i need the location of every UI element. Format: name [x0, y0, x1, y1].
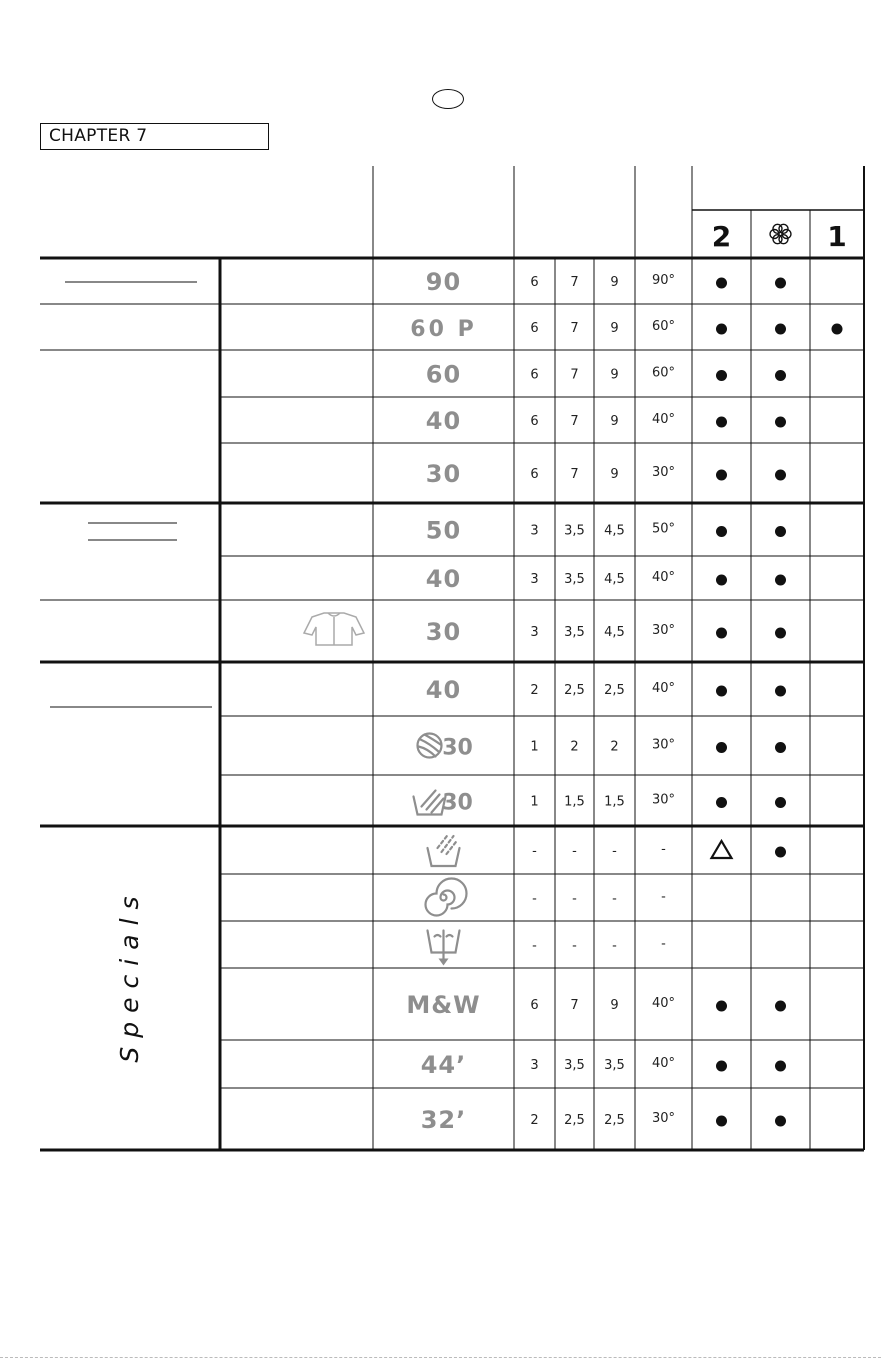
load-value: 6: [530, 275, 539, 290]
compartment-dot: [716, 1001, 727, 1012]
load-value: 9: [610, 998, 619, 1013]
wool-icon: [418, 734, 442, 758]
compartment-dot: [716, 742, 727, 753]
compartment-dot: [775, 417, 786, 428]
load-value: 3,5: [604, 1058, 625, 1073]
compartment-dot: [775, 1116, 786, 1127]
load-value: 2,5: [564, 1113, 585, 1128]
temperature-value: -: [661, 889, 666, 905]
load-value: 2,5: [604, 1113, 625, 1128]
load-value: 1: [530, 739, 539, 755]
compartment-dot: [716, 1061, 727, 1072]
temperature-value: 30°: [651, 465, 676, 480]
shirt-detail: [328, 613, 340, 645]
compartment-dot: [775, 526, 786, 537]
temperature-value: 40°: [651, 996, 676, 1011]
drain-arrow: [439, 959, 449, 966]
load-value: 6: [530, 321, 539, 336]
temperature-value: 40°: [651, 412, 676, 427]
program-number: 30: [425, 618, 462, 646]
shower-spray: [438, 834, 458, 854]
load-value: 6: [530, 998, 539, 1013]
compartment-dot: [716, 575, 727, 586]
program-number: 40: [425, 565, 462, 593]
load-value: 7: [570, 414, 579, 429]
drain-icon: [428, 931, 460, 966]
compartment-dot: [716, 686, 727, 697]
load-value: 3: [530, 625, 539, 640]
temperature-value: 30°: [651, 623, 676, 638]
load-value: 3: [530, 572, 539, 587]
compartment-dot: [775, 628, 786, 639]
program-number: 40: [425, 407, 462, 435]
temperature-value: 60°: [651, 319, 676, 334]
load-value: 6: [530, 367, 539, 383]
compartment-dot: [775, 1001, 786, 1012]
program-number: 40: [425, 676, 462, 704]
load-value: -: [572, 844, 577, 859]
load-value: 3: [530, 1058, 539, 1073]
compartment-dot: [716, 797, 727, 808]
compartment-triangle: [712, 841, 732, 858]
compartment-dot: [775, 847, 786, 858]
compartment-dot: [716, 324, 727, 335]
program-number: 60: [425, 360, 462, 389]
load-value: 9: [610, 275, 619, 290]
compartment-dot: [775, 742, 786, 753]
compartment-dot: [775, 575, 786, 586]
temperature-value: 40°: [651, 1056, 676, 1071]
program-number: 50: [425, 516, 462, 545]
compartment-dot: [716, 417, 727, 428]
rinse-icon: [428, 834, 460, 866]
compartment-dot: [716, 470, 727, 481]
compartment-dot: [775, 324, 786, 335]
load-value: -: [532, 891, 537, 907]
temperature-value: 60°: [651, 365, 676, 381]
drain-water: [435, 931, 453, 961]
program-number: 30: [442, 790, 473, 816]
load-value: -: [612, 938, 617, 954]
load-value: 1,5: [564, 794, 585, 810]
load-value: 7: [570, 321, 579, 336]
temperature-value: 50°: [651, 521, 676, 537]
load-value: 9: [610, 367, 619, 383]
program-number: 30: [425, 460, 462, 488]
spiral: [426, 879, 467, 916]
compartment-dot: [716, 278, 727, 289]
compartment-dot: [716, 628, 727, 639]
load-value: -: [572, 891, 577, 907]
compartment-dot: [716, 526, 727, 537]
temperature-value: 30°: [651, 1111, 676, 1126]
load-value: -: [572, 938, 577, 954]
compartment-dot: [775, 278, 786, 289]
program-number: 44’: [420, 1051, 467, 1079]
load-value: 2: [530, 1113, 539, 1128]
load-value: 3,5: [564, 625, 585, 640]
temperature-value: 40°: [651, 570, 676, 585]
compartment-dot: [775, 470, 786, 481]
chapter-title: CHAPTER 7: [40, 123, 269, 150]
load-value: 7: [570, 275, 579, 290]
load-value: 2,5: [604, 683, 625, 698]
program-number: 32’: [420, 1106, 467, 1134]
compartment-dot: [775, 1061, 786, 1072]
load-value: 3,5: [564, 523, 585, 539]
load-value: 2: [530, 683, 539, 698]
spin-icon: [426, 879, 467, 916]
compartment-dot: [775, 797, 786, 808]
load-value: 6: [530, 467, 539, 482]
load-value: 2: [610, 739, 619, 755]
load-value: 9: [610, 414, 619, 429]
program-number: 60 P: [410, 317, 477, 342]
wool-strand: [419, 735, 441, 757]
load-value: 4,5: [604, 572, 625, 587]
temperature-value: 30°: [651, 792, 676, 808]
load-value: 9: [610, 467, 619, 482]
load-value: 3,5: [564, 1058, 585, 1073]
program-number: 90: [425, 268, 462, 296]
temperature-value: -: [661, 842, 666, 857]
load-value: 3: [530, 523, 539, 539]
load-value: -: [532, 844, 537, 859]
load-value: -: [612, 844, 617, 859]
hand: [422, 791, 444, 813]
load-value: 2,5: [564, 683, 585, 698]
compartment-1-label: 1: [827, 220, 847, 253]
specials-label: Specials: [115, 887, 144, 1063]
load-value: 3,5: [564, 572, 585, 587]
compartment-dot: [775, 370, 786, 381]
load-value: 1,5: [604, 794, 625, 810]
program-number: 30: [442, 735, 473, 761]
page-edge-dashes: [0, 1357, 881, 1358]
load-value: 7: [570, 367, 579, 383]
temperature-value: 90°: [651, 273, 676, 288]
load-value: 7: [570, 467, 579, 482]
temperature-value: 40°: [651, 681, 676, 696]
load-value: 2: [570, 739, 579, 755]
temperature-value: -: [661, 936, 666, 952]
load-value: -: [532, 938, 537, 954]
compartment-dot: [832, 324, 843, 335]
shirt-icon: [304, 613, 364, 645]
load-value: -: [612, 891, 617, 907]
temperature-value: 30°: [651, 737, 676, 753]
compartment-dot: [716, 370, 727, 381]
flower-icon: [770, 224, 791, 243]
compartment-2-label: 2: [711, 220, 732, 253]
load-value: 9: [610, 321, 619, 336]
handwash-icon: [414, 791, 446, 815]
program-number: M&W: [406, 991, 481, 1019]
load-value: 4,5: [604, 625, 625, 640]
compartment-dot: [716, 1116, 727, 1127]
load-value: 4,5: [604, 523, 625, 539]
load-value: 7: [570, 998, 579, 1013]
load-value: 1: [530, 794, 539, 810]
load-value: 6: [530, 414, 539, 429]
compartment-dot: [775, 686, 786, 697]
